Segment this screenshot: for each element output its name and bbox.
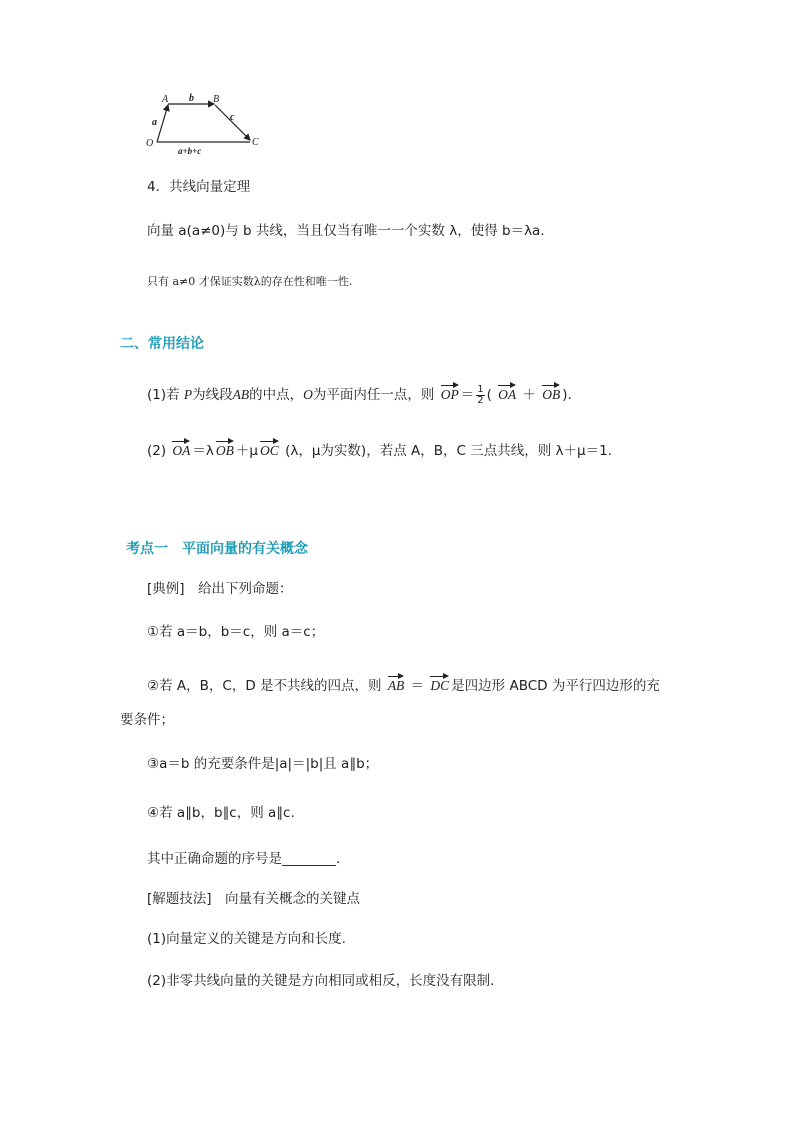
c1-eq: ＝ bbox=[460, 387, 475, 403]
sec4-note: 只有 a≠0 才保证实数λ的存在性和唯一性. bbox=[147, 275, 353, 288]
item2-eq: ＝ bbox=[410, 678, 425, 694]
c1-O: O bbox=[303, 387, 313, 402]
paren-close: ). bbox=[562, 387, 572, 403]
fraction-half bbox=[476, 385, 484, 406]
c2-vec-OC: OC bbox=[260, 438, 279, 460]
vec-OP: OP bbox=[441, 382, 459, 404]
question: 其中正确命题的序号是________. bbox=[147, 851, 341, 867]
vector-sum-diagram bbox=[140, 92, 280, 158]
method-2: (2)非零共线向量的关键是方向相同或相反，长度没有限制. bbox=[147, 973, 495, 989]
label-O: O bbox=[146, 138, 154, 149]
frac-den: 2 bbox=[477, 394, 484, 406]
conclusion-1 bbox=[147, 382, 572, 406]
c2-prefix: (2) bbox=[147, 443, 167, 459]
sec2-heading: 二、常用结论 bbox=[120, 336, 204, 352]
c2-eq-lambda: ＝λ bbox=[192, 443, 214, 459]
example-intro: [典例] 给出下列命题： bbox=[147, 581, 293, 597]
c2-suffix: (λ，μ为实数)，若点 A，B，C 三点共线，则 λ＋μ＝1. bbox=[285, 443, 612, 459]
item-2-cont: 要条件； bbox=[120, 712, 174, 728]
c1-mid1: 为线段 bbox=[192, 387, 233, 403]
vec-OB: OB bbox=[542, 382, 560, 404]
item-3: ③a＝b 的充要条件是|a|＝|b|且 a∥b； bbox=[147, 756, 379, 772]
c1-AB: AB bbox=[232, 387, 250, 402]
item-2 bbox=[147, 673, 660, 695]
label-A: A bbox=[162, 94, 169, 105]
label-c: c bbox=[230, 112, 235, 123]
c2-plus-mu: ＋μ bbox=[235, 443, 259, 459]
item2-prefix: ②若 A，B，C，D 是不共线的四点，则 bbox=[147, 678, 382, 694]
kp1-heading: 考点一 平面向量的有关概念 bbox=[126, 541, 308, 557]
label-sum: a+b+c bbox=[178, 146, 202, 156]
label-b: b bbox=[189, 93, 194, 104]
sec4-statement: 向量 a(a≠0)与 b 共线，当且仅当有唯一一个实数 λ，使得 b＝λa. bbox=[147, 223, 545, 239]
c1-mid3: 为平面内任一点，则 bbox=[312, 387, 435, 403]
c1-prefix: (1)若 bbox=[147, 387, 184, 403]
label-C: C bbox=[252, 137, 259, 148]
c2-vec-OB: OB bbox=[216, 438, 234, 460]
frac-num: 1 bbox=[477, 383, 484, 395]
conclusion-2 bbox=[147, 438, 612, 460]
paren-open: ( bbox=[486, 387, 492, 403]
item2-suffix: 是四边形 ABCD 为平行四边形的充 bbox=[451, 678, 660, 694]
item-4: ④若 a∥b，b∥c，则 a∥c. bbox=[147, 805, 295, 821]
sec4-heading: 4．共线向量定理 bbox=[147, 179, 251, 195]
method-1: (1)向量定义的关键是方向和长度. bbox=[147, 931, 346, 947]
vector-a-line bbox=[157, 105, 168, 142]
label-B: B bbox=[213, 94, 220, 105]
vec-OA: OA bbox=[498, 382, 516, 404]
c1-P: P bbox=[183, 387, 193, 402]
method-title: [解题技法] 向量有关概念的关键点 bbox=[147, 891, 361, 907]
plus-sign: ＋ bbox=[522, 387, 536, 403]
item-1: ①若 a＝b，b＝c，则 a＝c； bbox=[147, 624, 325, 640]
item2-vec-AB: AB bbox=[388, 673, 405, 695]
item2-vec-DC: DC bbox=[430, 673, 449, 695]
label-a: a bbox=[152, 117, 157, 128]
c2-vec-OA: OA bbox=[172, 438, 190, 460]
c1-mid2: 的中点， bbox=[249, 387, 304, 403]
